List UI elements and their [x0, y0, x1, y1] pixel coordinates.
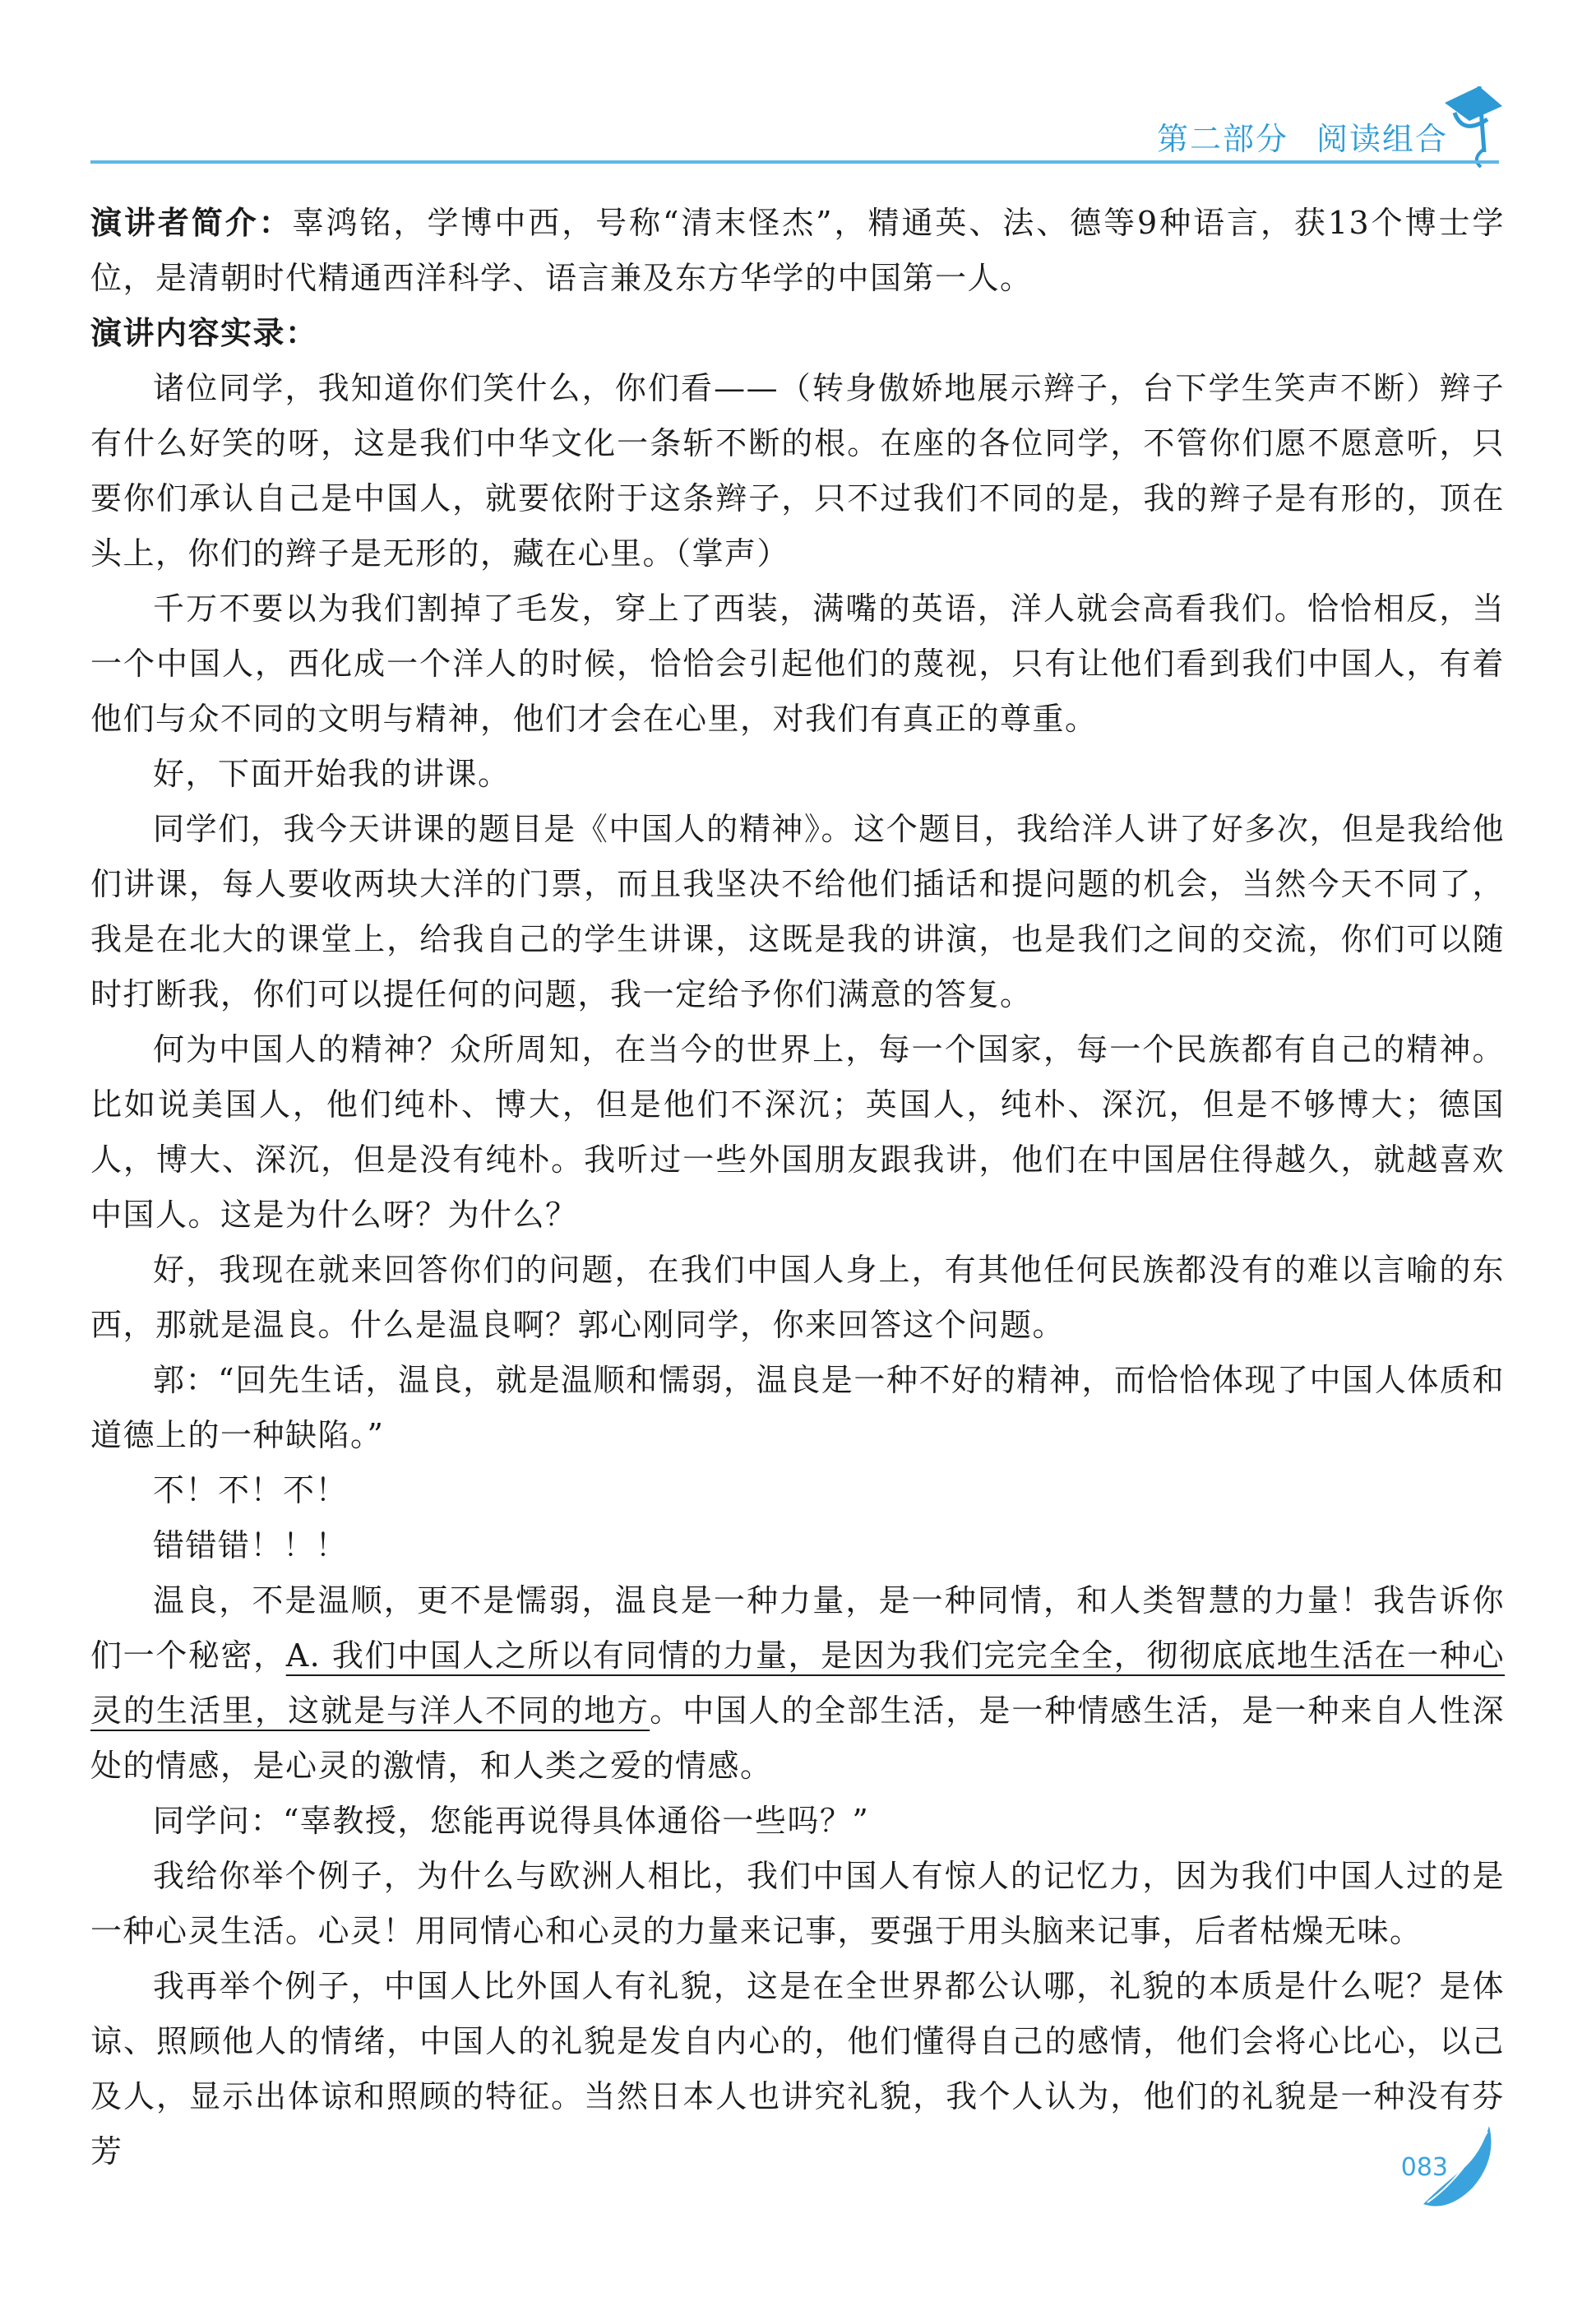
page-header — [0, 0, 1596, 177]
paragraph: 我再举个例子，中国人比外国人有礼貌，这是在全世界都公认哪，礼貌的本质是什么呢？是体谅、照顾他人的情绪，中国人的礼貌是发自内心的，他们懂得自己的感情，他们会将心比心，以己及人，显示出体谅和照顾的特征。当然日本人也讲究礼貌，我个人认为，他们的礼貌是一种没有芬芳 — [90, 1968, 1505, 2170]
content-label: 演讲内容实录： — [90, 315, 318, 351]
paragraph: 错错错！！！ — [153, 1527, 349, 1563]
speaker-intro — [90, 196, 1505, 306]
paragraph: 我给你举个例子，为什么与欧洲人相比，我们中国人有惊人的记忆力，因为我们中国人过的是一种心灵生活。心灵！用同情心和心灵的力量来记事，要强于用头脑来记事，后者枯燥无味。 — [90, 1858, 1505, 1949]
header-book-title: 阅读组合 — [1316, 121, 1448, 157]
intro-label: 演讲者简介： — [90, 205, 293, 241]
header-divider — [90, 160, 1499, 164]
header-title — [1157, 113, 1448, 159]
page-number: 083 — [1400, 2153, 1448, 2182]
paragraph: 郭：“回先生话，温良，就是温顺和懦弱，温良是一种不好的精神，而恰恰体现了中国人体质和道德上的一种缺陷。” — [90, 1362, 1505, 1453]
header-section: 第二部分 — [1156, 121, 1288, 157]
article-body — [90, 196, 1505, 2179]
paragraph: 好，下面开始我的讲课。 — [153, 756, 511, 792]
paragraph: 同学问：“辜教授，您能再说得具体通俗一些吗？” — [153, 1803, 870, 1839]
paragraph: 不！不！不！ — [153, 1472, 349, 1508]
paragraph: 何为中国人的精神？众所周知，在当今的世界上，每一个国家，每一个民族都有自己的精神。比如说美国人，他们纯朴、博大，但是他们不深沉；英国人，纯朴、深沉，但是不够博大；德国人，博大、深沉，但是没有纯朴。我听过一些外国朋友跟我讲，他们在中国居住得越久，就越喜欢中国人。这是为什么呀？为什么？ — [90, 1031, 1505, 1233]
marked-sentence-a: A. 我们中国人之所以有同情的力量，是因为我们完完全全，彻彻底底地生活在一种心灵的生活里，这就是与洋人不同的地方 — [90, 1637, 1505, 1729]
para-a-before: 温良，不是温顺，更不是懦弱，温良是一种力量，是一种同情，和人类智慧的力量！我告诉你们一个秘密， — [90, 1582, 1505, 1674]
paragraph: 诸位同学，我知道你们笑什么，你们看——（转身傲娇地展示辫子，台下学生笑声不断）辫子有什么好笑的呀，这是我们中华文化一条斩不断的根。在座的各位同学，不管你们愿不愿意听，只要你们承认自己是中国人，就要依附于这条辫子，只不过我们不同的是，我的辫子是有形的，顶在头上，你们的辫子是无形的，藏在心里。（掌声） — [90, 370, 1505, 572]
paragraph: 好，我现在就来回答你们的问题，在我们中国人身上，有其他任何民族都没有的难以言喻的东西，那就是温良。什么是温良啊？郭心刚同学，你来回答这个问题。 — [90, 1252, 1505, 1343]
paragraph: 同学们，我今天讲课的题目是《中国人的精神》。这个题目，我给洋人讲了好多次，但是我给他们讲课，每人要收两块大洋的门票，而且我坚决不给他们插话和提问题的机会，当然今天不同了，我是在北大的课堂上，给我自己的学生讲课，这既是我的讲演，也是我们之间的交流，你们可以随时打断我，你们可以提任何的问题，我一定给予你们满意的答复。 — [90, 811, 1505, 1012]
para-a-after: 。中国人的全部生活，是一种情感生活，是一种来自人性深处的情感，是心灵的激情，和人类之爱的情感。 — [90, 1693, 1505, 1784]
intro-text: 辜鸿铭，学博中西，号称“清末怪杰”，精通英、法、德等9种语言，获13个博士学位，是清朝时代精通西洋科学、语言兼及东方华学的中国第一人。 — [90, 205, 1505, 296]
page-footer — [0, 2122, 1596, 2221]
paragraph: 千万不要以为我们割掉了毛发，穿上了西装，满嘴的英语，洋人就会高看我们。恰恰相反，当一个中国人，西化成一个洋人的时候，恰恰会引起他们的蔑视，只有让他们看到我们中国人，有着他们与众不同的文明与精神，他们才会在心里，对我们有真正的尊重。 — [90, 590, 1505, 737]
graduation-cap-icon — [1438, 78, 1504, 169]
feather-icon — [1415, 2122, 1506, 2221]
paragraph-with-marked-sentence — [90, 1573, 1505, 1794]
